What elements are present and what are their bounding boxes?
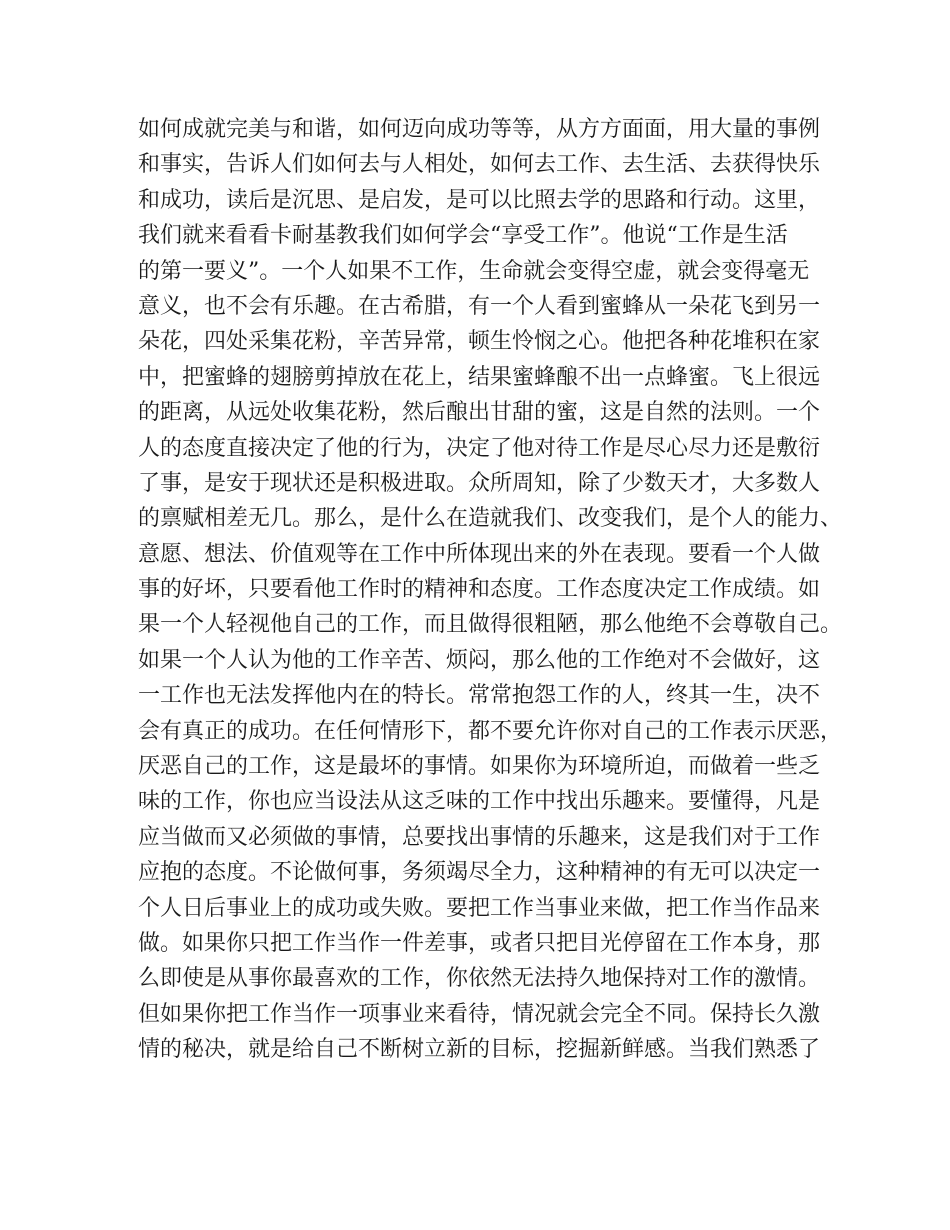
text-line: 人的态度直接决定了他的行为，决定了他对待工作是尽心尽力还是敷衍: [138, 435, 821, 461]
body-text: [138, 112, 843, 1068]
text-line: 我们就来看看卡耐基教我们如何学会“享受工作”。他说“工作是生活: [138, 223, 788, 249]
text-line: 了事，是安于现状还是积极进取。众所周知，除了少数天才，大多数人: [138, 470, 821, 496]
text-line: 朵花，四处采集花粉，辛苦异常，顿生怜悯之心。他把各种花堆积在家: [138, 329, 821, 355]
text-line: 意义，也不会有乐趣。在古希腊，有一个人看到蜜蜂从一朵花飞到另一: [138, 293, 821, 319]
text-line: 意愿、想法、价值观等在工作中所体现出来的外在表现。要看一个人做: [138, 541, 821, 567]
text-line: 果一个人轻视他自己的工作，而且做得很粗陋，那么他绝不会尊敬自己。: [138, 612, 843, 638]
text-line: 应当做而又必须做的事情，总要找出事情的乐趣来，这是我们对于工作: [138, 824, 821, 850]
text-line: 应抱的态度。不论做何事，务须竭尽全力，这种精神的有无可以决定一: [138, 860, 821, 886]
text-line: 的禀赋相差无几。那么，是什么在造就我们、改变我们，是个人的能力、: [138, 506, 843, 532]
text-line: 个人日后事业上的成功或失败。要把工作当事业来做，把工作当作品来: [138, 895, 821, 921]
text-line: 厌恶自己的工作，这是最坏的事情。如果你为环境所迫，而做着一些乏: [138, 754, 821, 780]
text-line: 和成功，读后是沉思、是启发，是可以比照去学的思路和行动。这里，: [138, 187, 821, 213]
text-line: 会有真正的成功。在任何情形下，都不要允许你对自己的工作表示厌恶，: [138, 718, 843, 744]
text-line: 如果一个人认为他的工作辛苦、烦闷，那么他的工作绝对不会做好，这: [138, 647, 821, 673]
text-line: 如何成就完美与和谐，如何迈向成功等等，从方方面面，用大量的事例: [138, 117, 821, 142]
text-line: 事的好坏，只要看他工作时的精神和态度。工作态度决定工作成绩。如: [138, 577, 821, 603]
text-line: 中，把蜜蜂的翅膀剪掉放在花上，结果蜜蜂酿不出一点蜂蜜。飞上很远: [138, 364, 821, 390]
text-line: 和事实，告诉人们如何去与人相处，如何去工作、去生活、去获得快乐: [138, 152, 821, 178]
text-line: 但如果你把工作当作一项事业来看待，情况就会完全不同。保持长久激: [138, 1001, 821, 1027]
text-line: 么即使是从事你最喜欢的工作，你依然无法持久地保持对工作的激情。: [138, 966, 821, 992]
text-line: 的第一要义”。一个人如果不工作，生命就会变得空虚，就会变得毫无: [138, 258, 810, 284]
text-line: 一工作也无法发挥他内在的特长。常常抱怨工作的人，终其一生，决不: [138, 683, 821, 709]
text-line: 做。如果你只把工作当作一件差事，或者只把目光停留在工作本身，那: [138, 930, 821, 956]
text-line: 味的工作，你也应当设法从这乏味的工作中找出乐趣来。要懂得，凡是: [138, 789, 821, 815]
text-line: 情的秘决，就是给自己不断树立新的目标，挖掘新鲜感。当我们熟悉了: [138, 1037, 821, 1063]
text-line: 的距离，从远处收集花粉，然后酿出甘甜的蜜，这是自然的法则。一个: [138, 400, 821, 426]
